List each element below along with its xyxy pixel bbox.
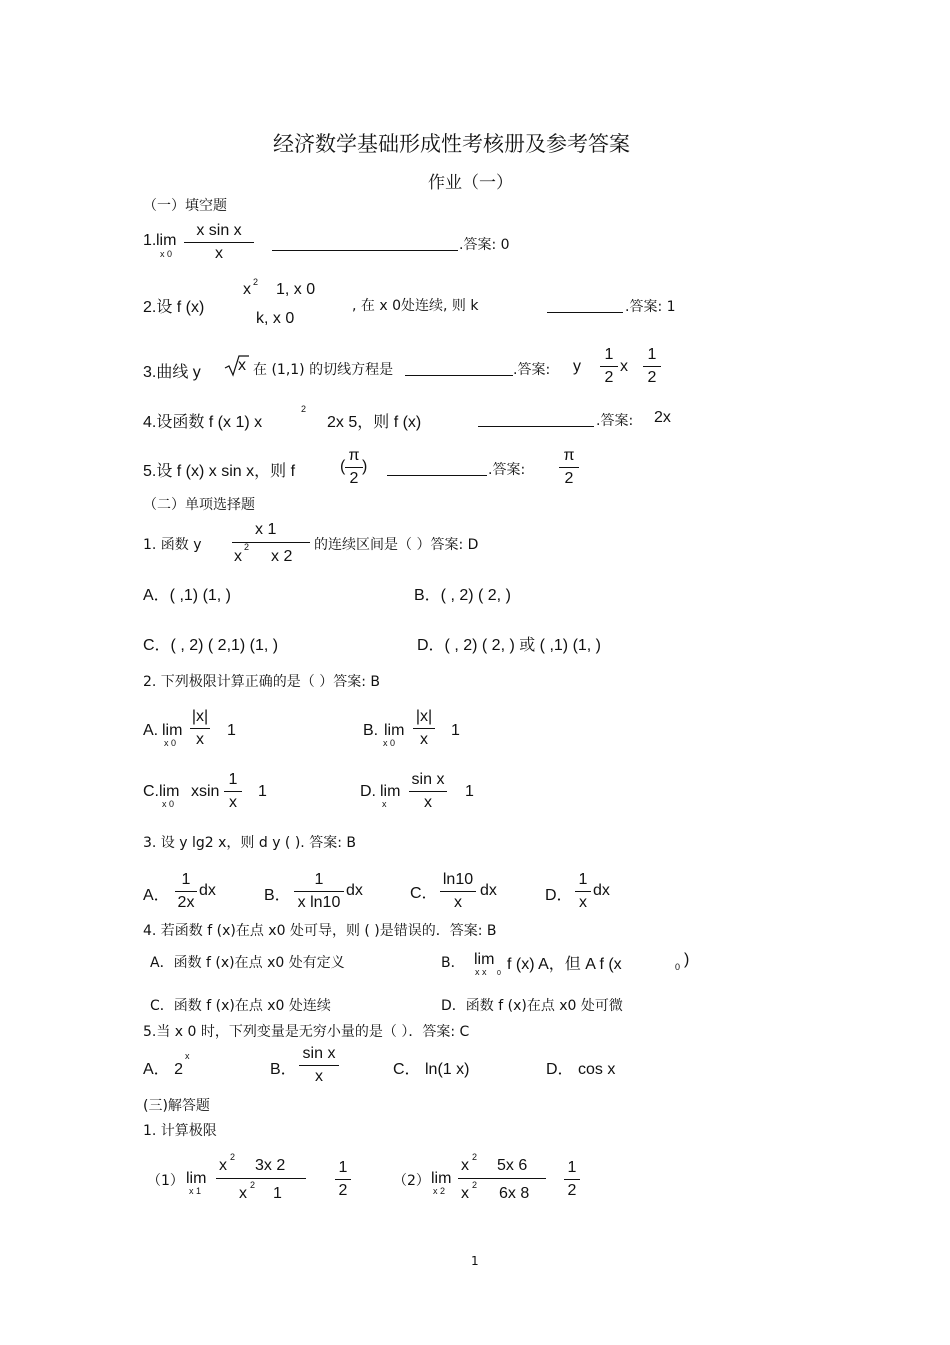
c1-option-a: A．( ,1) (1, ): [143, 587, 232, 604]
c4-option-d: D．函数 f (x)在点 x0 处可微: [441, 998, 623, 1014]
q3-fraction-2: 1 2: [643, 344, 661, 389]
c4-option-c: C．函数 f (x)在点 x0 处连续: [150, 998, 331, 1014]
section-solutions: (三)解答题: [143, 1098, 210, 1114]
section-multiple-choice: （二）单项选择题: [143, 497, 255, 513]
answer-blank: [405, 375, 513, 376]
sqrt-icon: [224, 354, 250, 378]
answer-blank: [478, 426, 594, 427]
choice-question-3: 3. 设 y lg2 x，则 d y ( ). 答案: B: [143, 835, 356, 851]
assignment-subtitle: 作业（一）: [428, 173, 513, 193]
c1-option-b: B．( , 2) ( 2, ): [414, 587, 511, 604]
section-fill-in: （一）填空题: [143, 198, 227, 214]
solution-1-heading: 1. 计算极限: [143, 1123, 217, 1139]
q3-fraction-1: 1 2: [600, 344, 618, 389]
q1-fraction: x sin x x: [184, 220, 254, 265]
c5-option-c: C． ln(1 x): [393, 1061, 470, 1078]
c1-option-c: C．( , 2) ( 2,1) (1, ): [143, 637, 279, 654]
choice-question-4: 4. 若函数 f (x)在点 x0 处可导，则 ( )是错误的．答案: B: [143, 923, 497, 939]
page-number: 1: [471, 1254, 479, 1268]
answer-blank: [272, 250, 458, 251]
q5-fraction: π 2: [345, 445, 363, 490]
c5-option-d: D． cos x: [546, 1061, 616, 1078]
answer-blank: [547, 312, 623, 313]
document-title: 经济数学基础形成性考核册及参考答案: [273, 132, 630, 156]
q5-answer-fraction: π 2: [559, 445, 579, 490]
c1-option-d: D．( , 2) ( 2, ) 或 ( ,1) (1, ): [417, 637, 602, 654]
answer-blank: [387, 475, 487, 476]
c4-option-a: A．函数 f (x)在点 x0 处有定义: [150, 955, 345, 971]
choice-question-2: 2. 下列极限计算正确的是（ ）答案: B: [143, 674, 381, 690]
choice-question-5: 5.当 x 0 时，下列变量是无穷小量的是（ ）．答案: C: [143, 1024, 470, 1040]
